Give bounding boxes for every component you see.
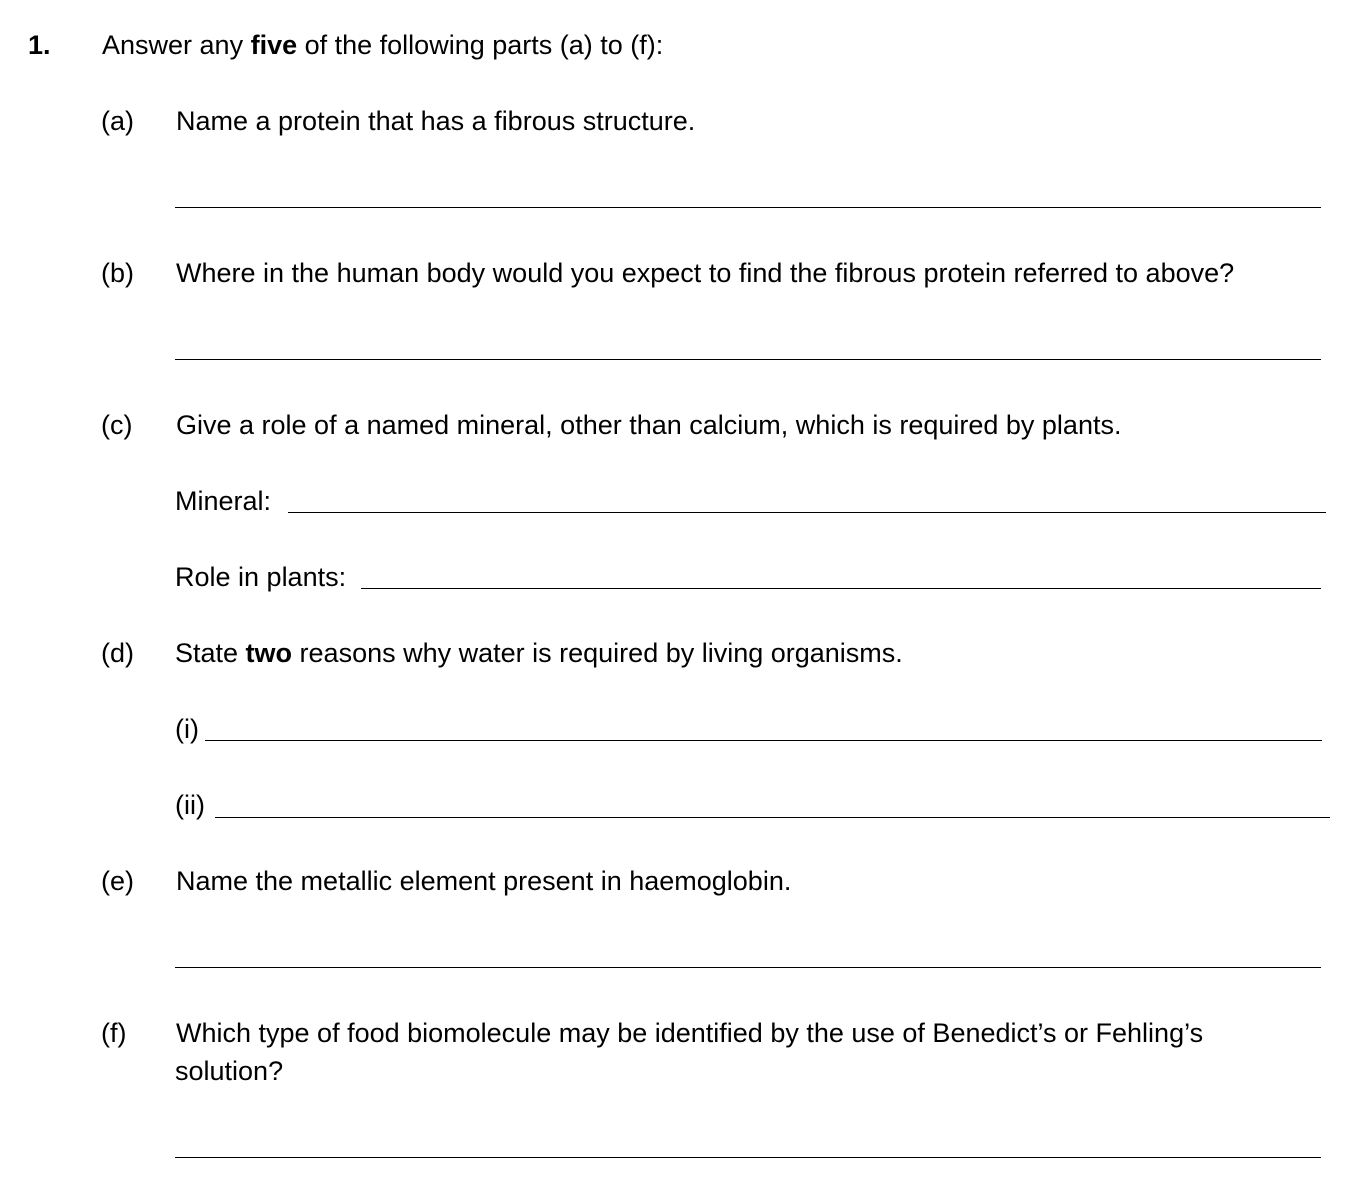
part-b-text: Where in the human body would you expect to find the fibrous protein referred to above?: [176, 258, 1235, 288]
sub-i-label: (i): [175, 714, 199, 744]
role-answer-line[interactable]: [361, 588, 1321, 589]
instruction-text-bold: five: [250, 30, 298, 60]
part-d-text-bold: two: [245, 638, 293, 668]
part-f-text-line2: solution?: [175, 1056, 284, 1086]
sub-i-answer-line[interactable]: [205, 740, 1322, 741]
part-a-answer-line[interactable]: [175, 207, 1321, 208]
part-f-answer-line[interactable]: [175, 1157, 1321, 1158]
part-c-text: Give a role of a named mineral, other than calcium, which is required by plants.: [176, 410, 1122, 440]
part-e-answer-line[interactable]: [175, 967, 1321, 968]
mineral-label: Mineral:: [175, 486, 272, 516]
part-a-label: (a): [101, 106, 134, 136]
mineral-answer-line[interactable]: [288, 512, 1326, 513]
part-d-text: [175, 640, 903, 667]
part-c-label: (c): [101, 410, 133, 440]
part-b-label: (b): [101, 258, 134, 288]
role-label: Role in plants:: [175, 562, 347, 592]
instruction-text-post: of the following parts (a) to (f):: [297, 30, 664, 60]
part-d-text-post: reasons why water is required by living organisms.: [292, 638, 903, 668]
part-f-label: (f): [101, 1018, 127, 1048]
part-d-text-pre: State: [175, 638, 246, 668]
question-number: 1.: [28, 30, 51, 60]
part-f-text-line1: Which type of food biomolecule may be identified by the use of Benedict’s or Fehling’s: [176, 1018, 1204, 1048]
question-instruction: [102, 32, 663, 59]
part-b-answer-line[interactable]: [175, 359, 1321, 360]
part-e-text: Name the metallic element present in haemoglobin.: [176, 866, 792, 896]
sub-ii-label: (ii): [175, 790, 205, 820]
part-e-label: (e): [101, 866, 134, 896]
part-d-label: (d): [101, 638, 134, 668]
instruction-text-pre: Answer any: [102, 30, 251, 60]
part-a-text: Name a protein that has a fibrous structure.: [176, 106, 696, 136]
sub-ii-answer-line[interactable]: [215, 817, 1330, 818]
